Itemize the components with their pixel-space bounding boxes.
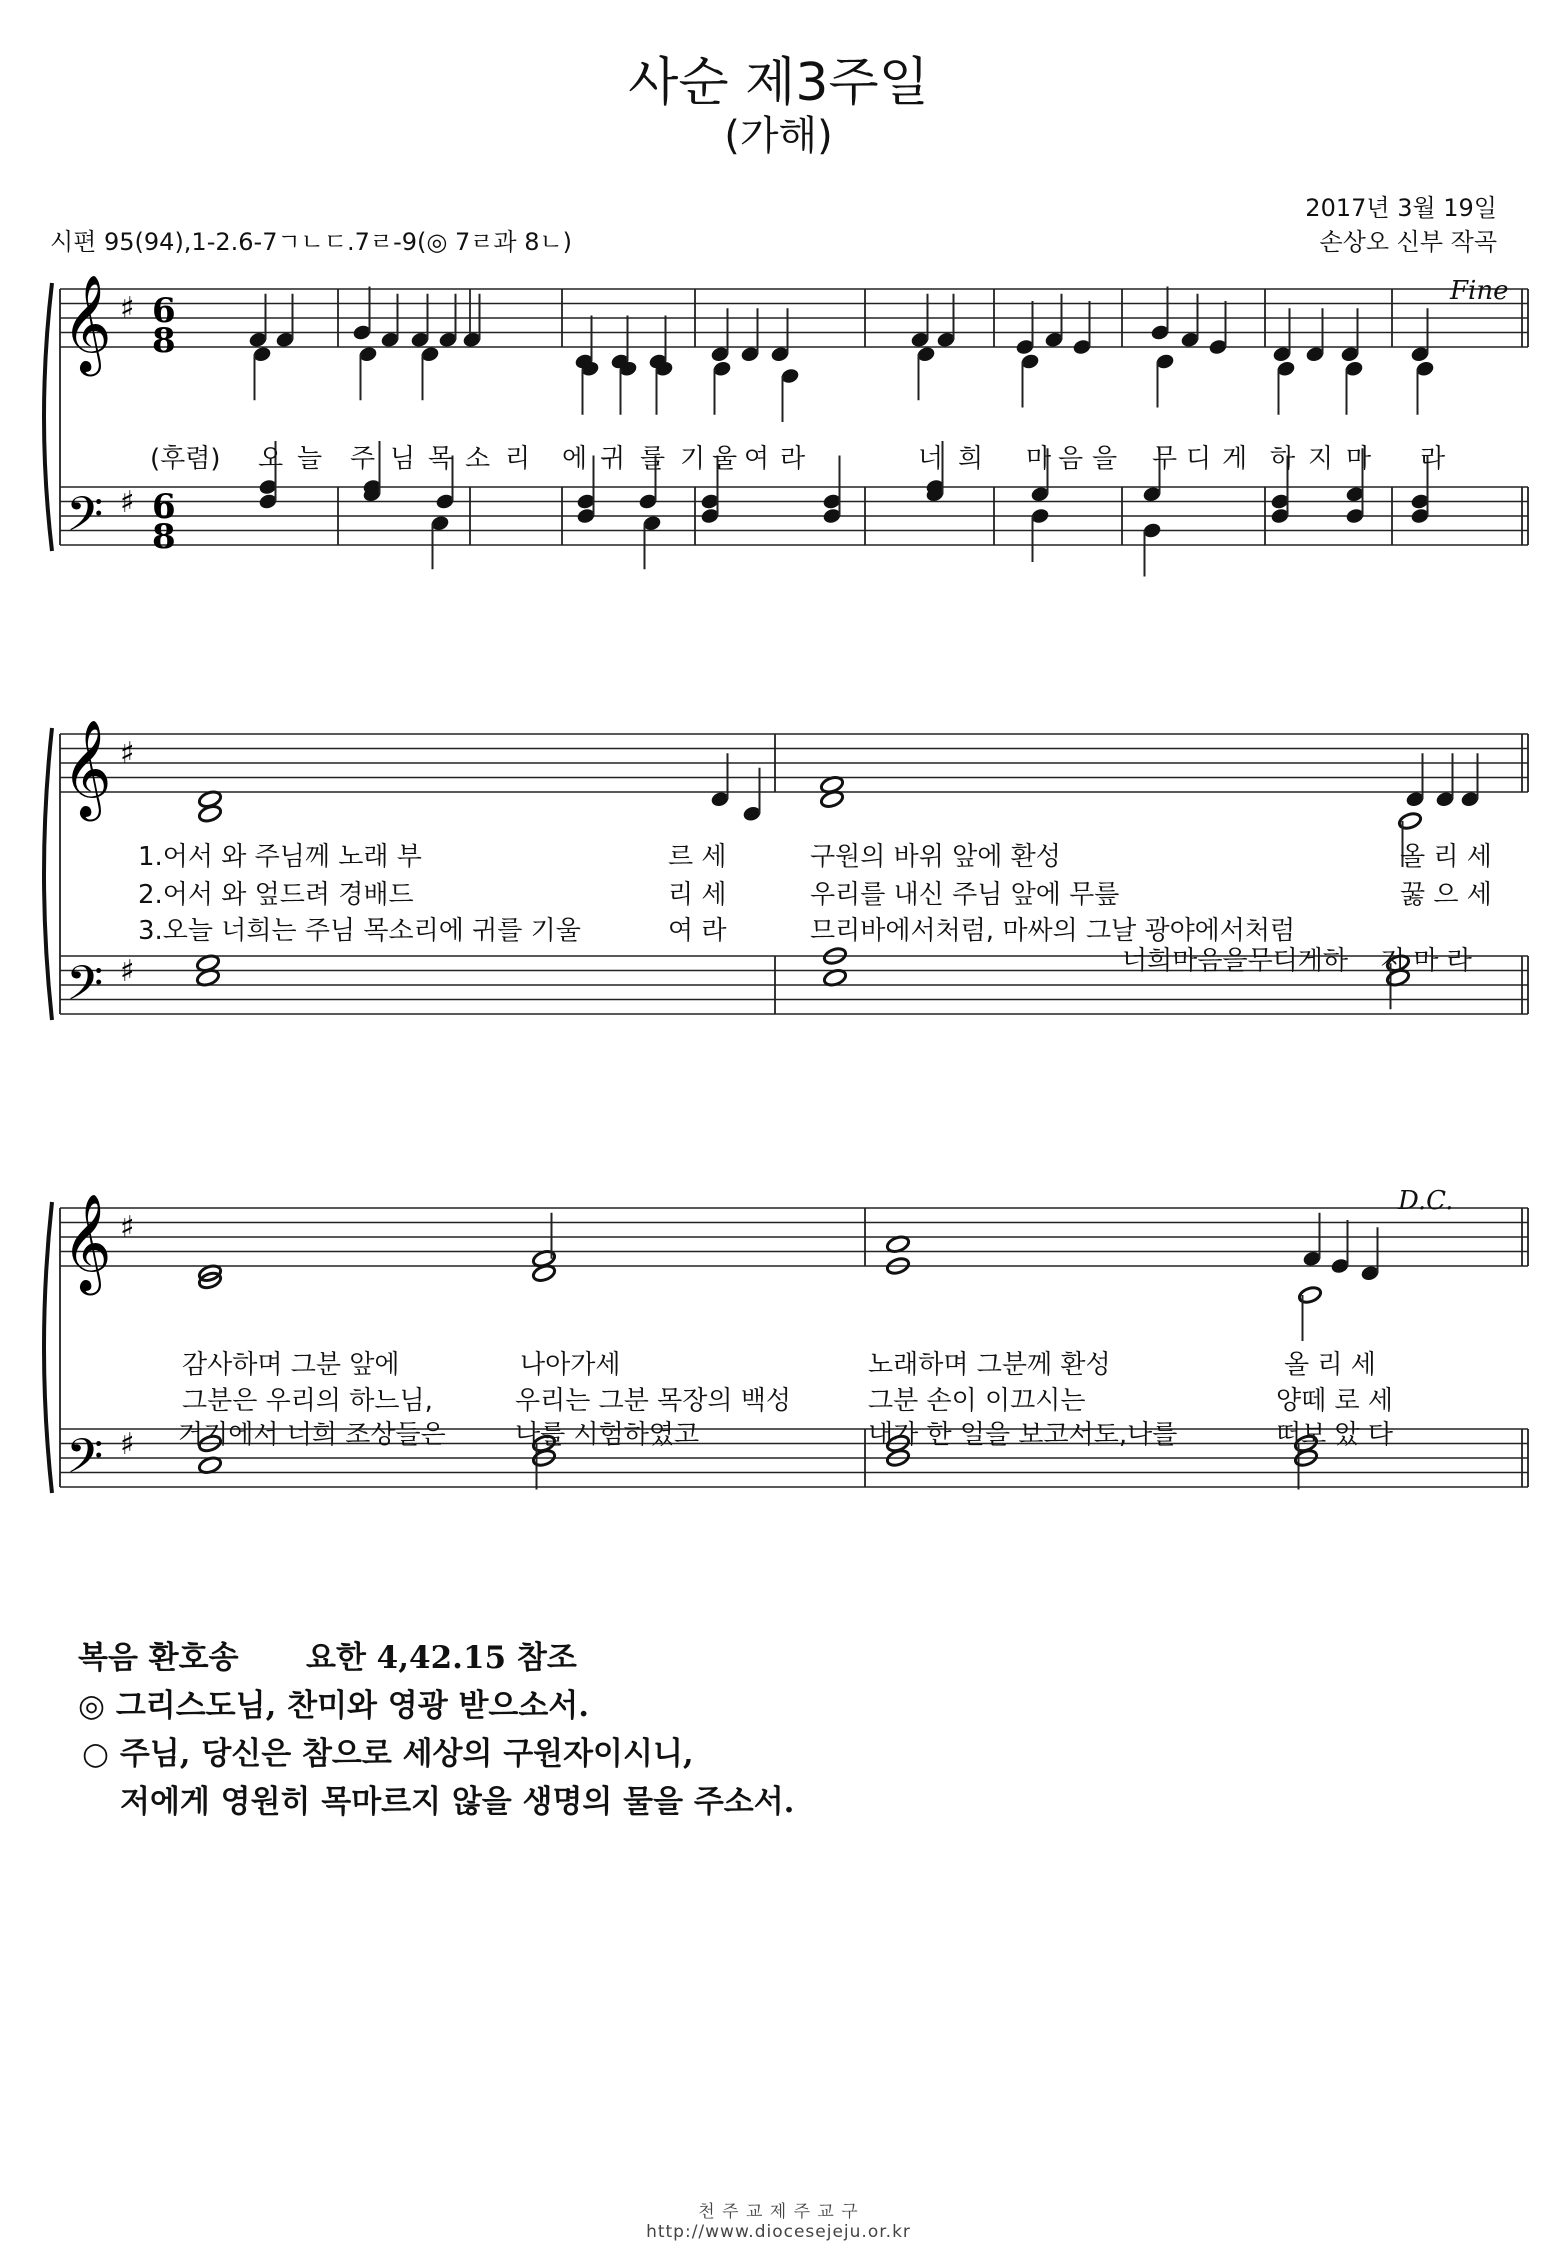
time-signature-treble-top: 6 (152, 291, 176, 331)
system-brace (44, 283, 52, 551)
verse-3-part-c: 므리바에서처럼, 마싸의 그날 광야에서처럼 (810, 916, 1296, 946)
refrain-syllable: 무 (1152, 444, 1178, 474)
acclamation-heading: 복음 환호송 (78, 1640, 239, 1676)
date-text: 2017년 3월 19일 (1305, 194, 1497, 222)
refrain-syllable: 희 (958, 444, 984, 474)
footer-url[interactable]: http://www.diocesejeju.or.kr (646, 2222, 911, 2242)
verse-1-part-c: 구원의 바위 앞에 환성 (810, 842, 1061, 872)
verse-1-part-c: 노래하며 그분께 환성 (868, 1350, 1111, 1380)
refrain-syllable: 하 (1270, 444, 1296, 474)
verse-2-part-a: 2.어서 와 엎드려 경배드 (138, 880, 414, 910)
treble-clef-icon: 𝄞 (62, 274, 112, 372)
refrain-syllable: 리 (505, 444, 531, 474)
dc-mark: D.C. (1398, 1186, 1454, 1216)
verse-3-continuation-end: 지 마 라 (1380, 946, 1472, 976)
time-signature-bass-bottom: 8 (152, 517, 176, 557)
refrain-syllable: 목 (428, 444, 454, 474)
refrain-syllable: 게 (1222, 444, 1248, 474)
verse-2-part-d: 꿇 으 세 (1400, 880, 1492, 910)
refrain-syllable: 마 (1346, 444, 1372, 474)
verse-2-part-a: 그분은 우리의 하느님, (182, 1386, 433, 1416)
refrain-syllable: 를 (640, 444, 666, 474)
verse-1-part-d: 올 리 세 (1284, 1350, 1376, 1380)
key-signature-sharp-icon: ♯ (120, 954, 135, 989)
refrain-syllable: 주 (350, 444, 376, 474)
verse-3-part-c: 내가 한 일을 보고서도,나를 (868, 1420, 1178, 1450)
time-signature-bass-top: 6 (152, 487, 176, 527)
bass-clef-icon: 𝄢 (66, 486, 104, 554)
refrain-syllable: 라 (780, 444, 806, 474)
whole-note-head (1397, 811, 1422, 831)
refrain-syllable: 늘 (297, 444, 323, 474)
verse-3-part-d: 떠보 았 다 (1276, 1420, 1393, 1450)
acclamation-verse-line-1: ○ 주님, 당신은 참으로 세상의 구원자이시니, (82, 1736, 694, 1772)
key-signature-sharp-icon: ♯ (120, 1427, 135, 1462)
verse-2-part-b: 리 세 (668, 880, 727, 910)
verse-1-part-b: 나아가세 (520, 1350, 621, 1380)
key-signature-sharp-icon: ♯ (120, 1210, 135, 1245)
verse-2-part-b: 우리는 그분 목장의 백성 (515, 1386, 791, 1416)
acclamation-verse-line-2: 저에게 영원히 목마르지 않을 생명의 물을 주소서. (120, 1784, 795, 1820)
whole-note-head (1297, 1285, 1322, 1305)
key-signature-sharp-icon: ♯ (120, 736, 135, 771)
refrain-syllable: 을 (1092, 444, 1118, 474)
verse-1-part-a: 감사하며 그분 앞에 (182, 1350, 400, 1380)
bass-clef-icon: 𝄢 (66, 955, 104, 1023)
verse-3-part-a: 3.오늘 너희는 주님 목소리에 귀를 기울 (138, 916, 581, 946)
page-subtitle: (가해) (724, 113, 833, 159)
refrain-syllable: 디 (1186, 444, 1212, 474)
verse-1-part-d: 올 리 세 (1400, 842, 1492, 872)
system-brace (44, 728, 52, 1020)
verse-2-part-c: 우리를 내신 주님 앞에 무릎 (810, 880, 1120, 910)
acclamation-response: ◎ 그리스도님, 찬미와 영광 받으소서. (78, 1688, 590, 1724)
refrain-syllable: 여 (744, 444, 770, 474)
refrain-syllable: 기 (680, 444, 706, 474)
refrain-syllable: 마 (1026, 444, 1052, 474)
key-signature-sharp-icon: ♯ (120, 291, 135, 326)
footer-organization: 천 주 교 제 주 교 구 (698, 2202, 859, 2222)
verse-3-continuation: 너희마음을무디게하 (1122, 946, 1349, 976)
psalm-reference: 시편 95(94),1-2.6-7ㄱㄴㄷ.7ㄹ-9(◎ 7ㄹ과 8ㄴ) (50, 228, 573, 256)
verse-2-part-c: 그분 손이 이끄시는 (868, 1386, 1086, 1416)
time-signature-treble-bottom: 8 (152, 321, 176, 361)
fine-mark: Fine (1450, 276, 1509, 306)
refrain-syllable: 님 (390, 444, 416, 474)
acclamation-reference: 요한 4,42.15 참조 (306, 1640, 577, 1676)
refrain-syllable: 너 (918, 444, 944, 474)
refrain-syllable: 소 (465, 444, 491, 474)
refrain-syllable: 음 (1058, 444, 1084, 474)
refrain-syllable: 울 (712, 444, 738, 474)
key-signature-sharp-icon: ♯ (120, 485, 135, 520)
composer-text: 손상오 신부 작곡 (1319, 228, 1497, 256)
refrain-syllable: 에 (562, 444, 588, 474)
verse-1-part-a: 1.어서 와 주님께 노래 부 (138, 842, 422, 872)
verse-2-part-d: 양떼 로 세 (1276, 1386, 1393, 1416)
treble-clef-icon: 𝄞 (62, 1193, 112, 1291)
verse-3-part-b: 나를 시험하였고 (515, 1420, 700, 1450)
treble-clef-icon: 𝄞 (62, 719, 112, 817)
refrain-syllable: 라 (1420, 444, 1446, 474)
verse-1-part-b: 르 세 (668, 842, 727, 872)
system-brace (44, 1202, 52, 1493)
refrain-syllable: 지 (1308, 444, 1334, 474)
verse-3-part-a: 거기에서 너희 조상들은 (178, 1420, 446, 1450)
refrain-label: (후렴) (150, 444, 221, 474)
bass-clef-icon: 𝄢 (66, 1428, 104, 1496)
refrain-syllable: 귀 (600, 444, 626, 474)
whole-note-head (197, 804, 222, 824)
page-title: 사순 제3주일 (628, 53, 929, 113)
verse-3-part-b: 여 라 (668, 916, 727, 946)
refrain-syllable: 오 (258, 444, 284, 474)
